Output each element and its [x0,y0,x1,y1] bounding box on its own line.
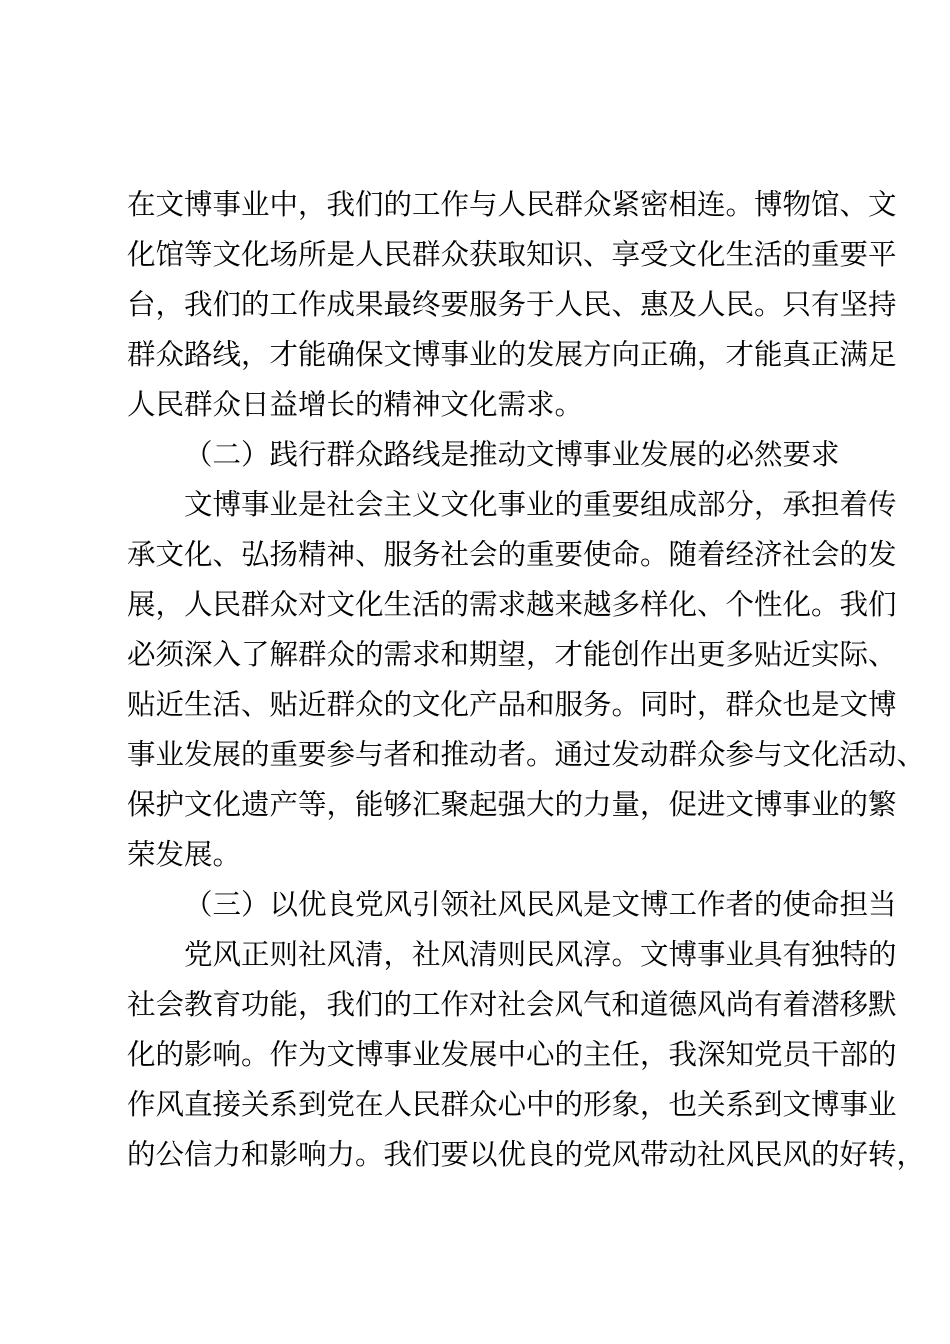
section-heading: （三）以优良党风引领社风民风是文博工作者的使命担当 [184,888,897,921]
paragraph-line: 荣发展。 [127,838,242,871]
paragraph-line: 台，我们的工作成果最终要服务于人民、惠及人民。只有坚持 [127,288,897,321]
paragraph-line: 承文化、弘扬精神、服务社会的重要使命。随着经济社会的发 [127,538,897,571]
paragraph-line: 贴近生活、贴近群众的文化产品和服务。同时，群众也是文博 [127,688,897,721]
paragraph-line: 事业发展的重要参与者和推动者。通过发动群众参与文化活动、 [127,738,926,771]
paragraph-line: 化的影响。作为文博事业发展中心的主任，我深知党员干部的 [127,1038,897,1071]
paragraph-line: 在文博事业中，我们的工作与人民群众紧密相连。博物馆、文 [127,188,897,221]
paragraph-line: 必须深入了解群众的需求和期望，才能创作出更多贴近实际、 [127,638,897,671]
paragraph-line: 群众路线，才能确保文博事业的发展方向正确，才能真正满足 [127,338,897,371]
section-heading: （二）践行群众路线是推动文博事业发展的必然要求 [184,438,840,471]
paragraph-line: 的公信力和影响力。我们要以优良的党风带动社风民风的好转， [127,1138,926,1171]
paragraph-line: 党风正则社风清，社风清则民风淳。文博事业具有独特的 [184,938,897,971]
paragraph-line: 展，人民群众对文化生活的需求越来越多样化、个性化。我们 [127,588,897,621]
paragraph-line: 保护文化遗产等，能够汇聚起强大的力量，促进文博事业的繁 [127,788,897,821]
paragraph-line: 文博事业是社会主义文化事业的重要组成部分，承担着传 [184,488,897,521]
paragraph-line: 化馆等文化场所是人民群众获取知识、享受文化生活的重要平 [127,238,897,271]
paragraph-line: 社会教育功能，我们的工作对社会风气和道德风尚有着潜移默 [127,988,897,1021]
paragraph-line: 人民群众日益增长的精神文化需求。 [127,388,584,421]
paragraph-line: 作风直接关系到党在人民群众心中的形象，也关系到文博事业 [127,1088,897,1121]
